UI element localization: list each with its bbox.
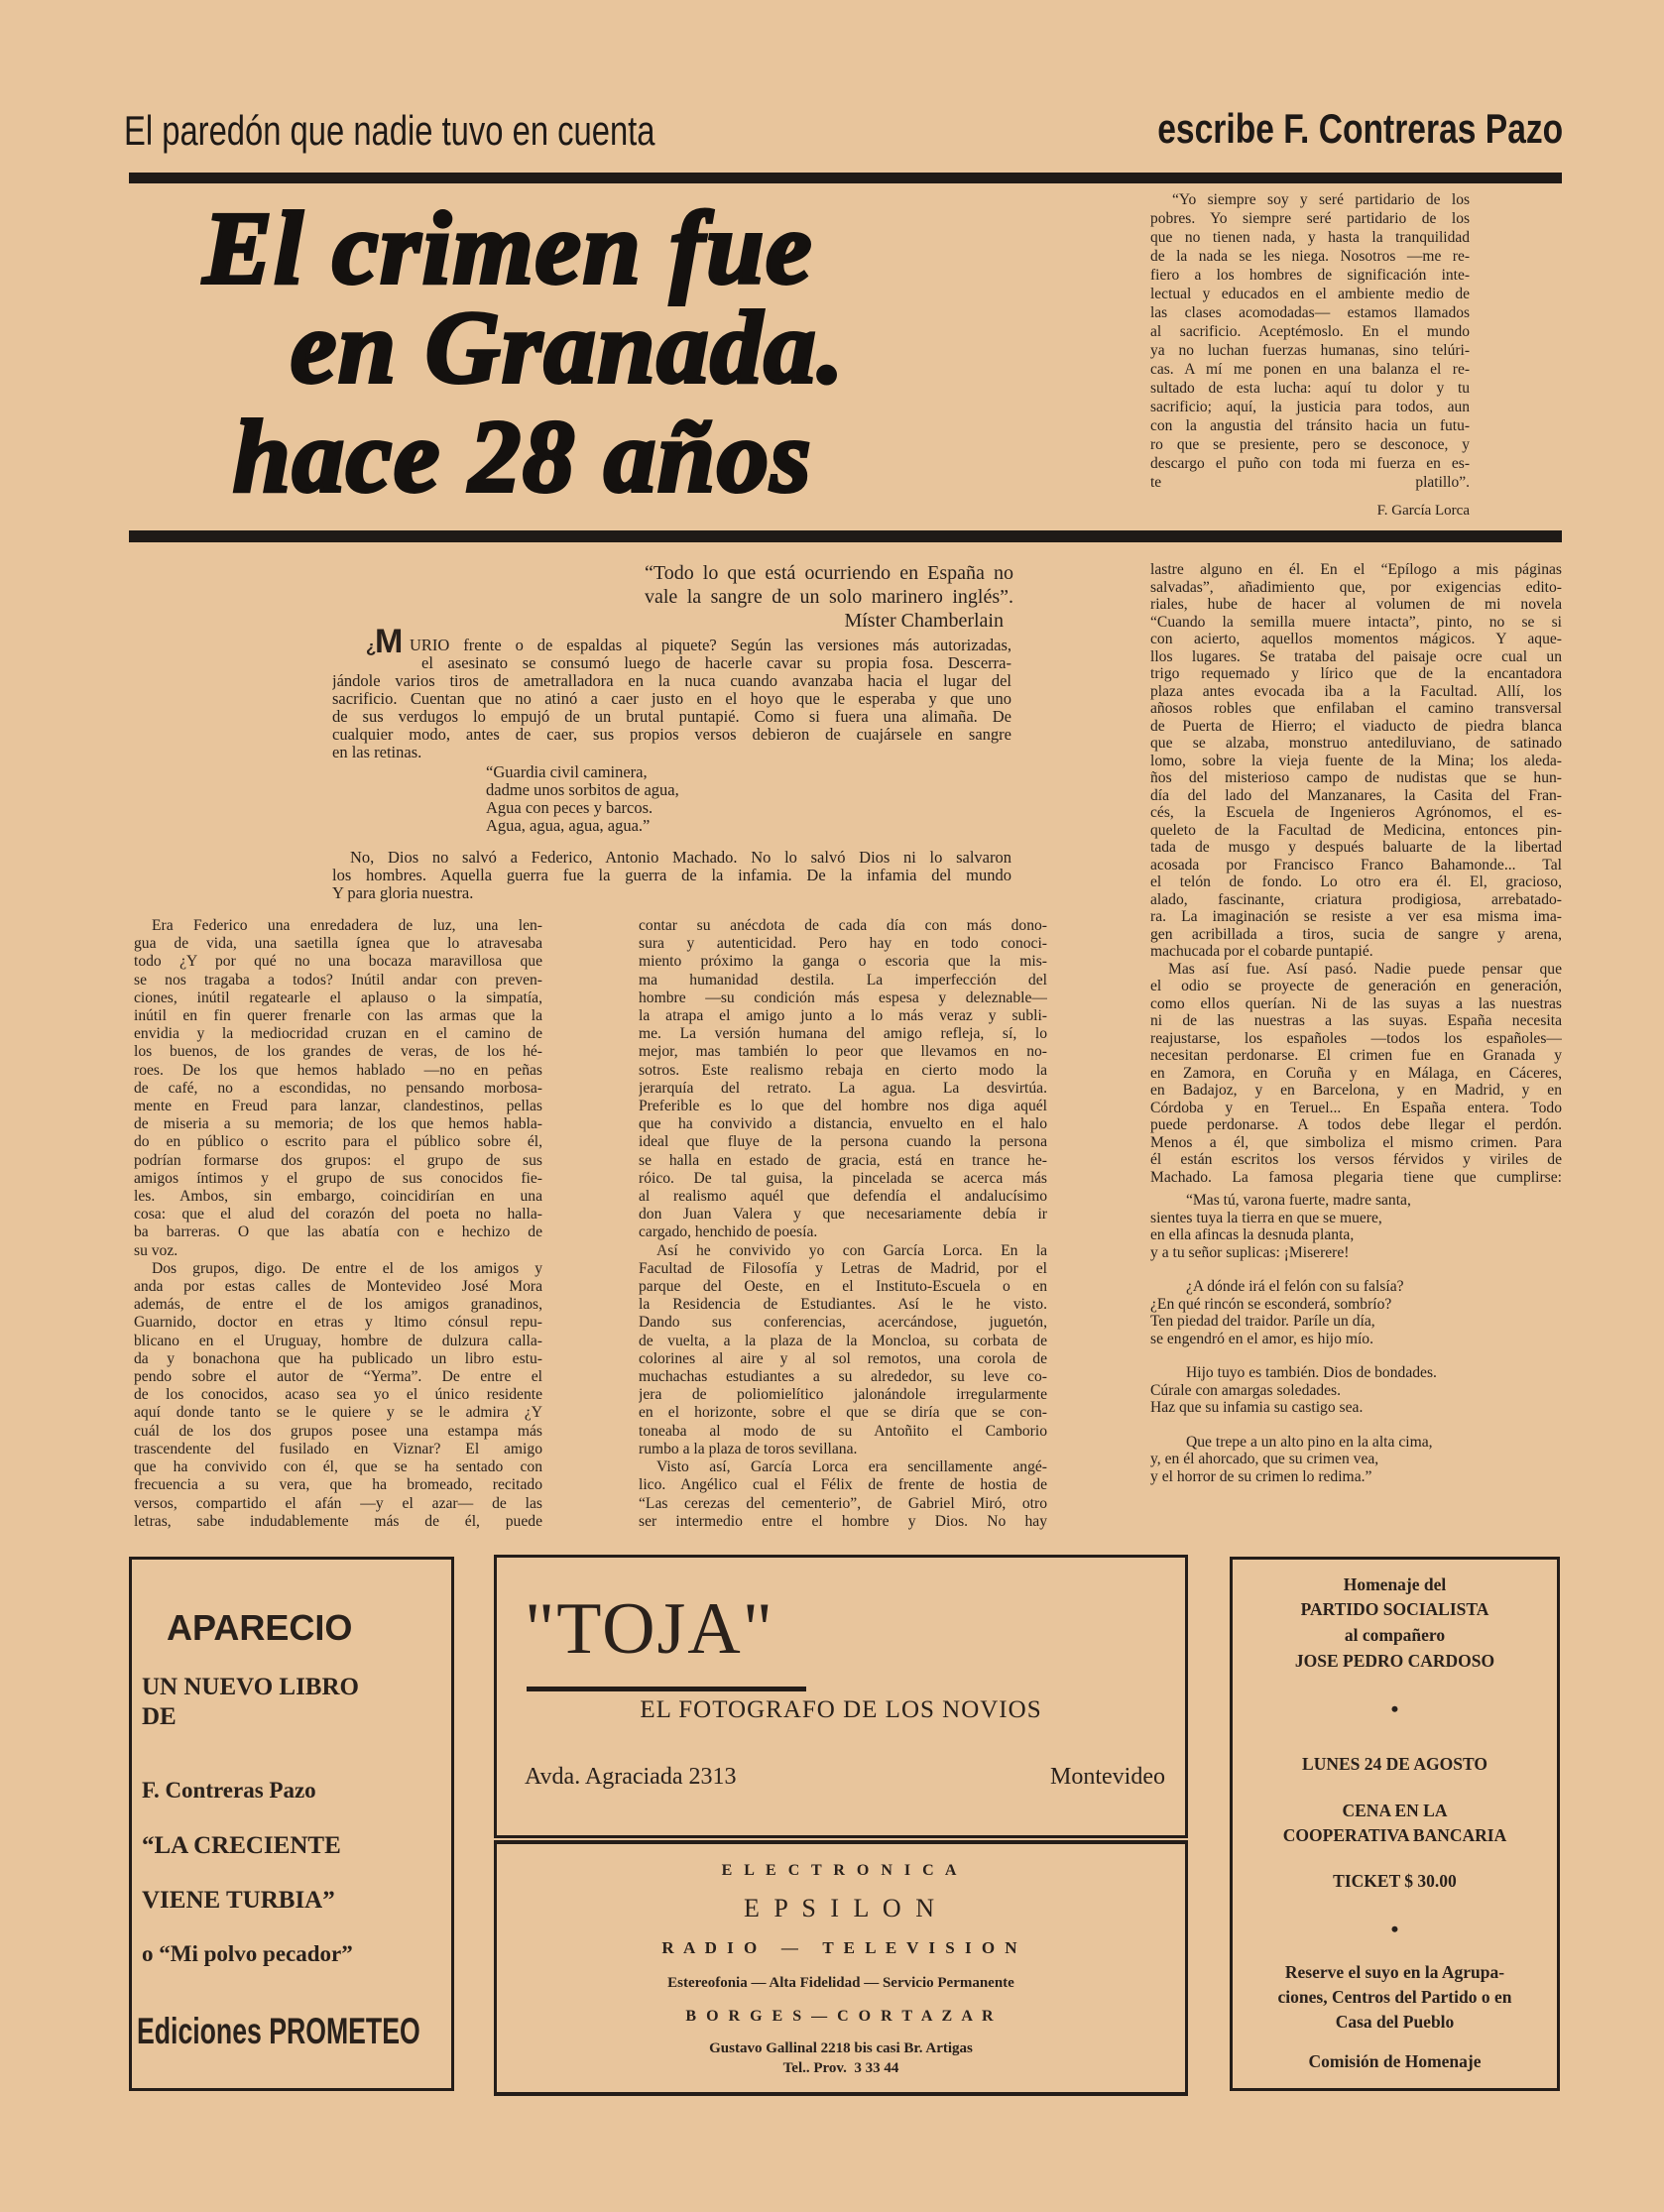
text-line: Y para gloria nuestra. — [332, 884, 474, 902]
book-ad-publisher: Ediciones PROMETEO — [137, 2011, 420, 2051]
text-line: ma humanidad destila. La imperfección del — [639, 971, 1047, 989]
text-line: los hombres. Aquella guerra fue la guerra de la infamia. De la infamia del mundo — [332, 867, 1011, 884]
text-line: Era Federico una enredadera de luz, una len- — [152, 917, 542, 934]
book-ad-subtitle: o “Mi polvo pecador” — [142, 1941, 353, 1966]
paragraph — [639, 1458, 1047, 1531]
text-line: el asesinato se consumó luego de hacerle cavar su propia fosa. Descerra- — [421, 654, 1011, 672]
text-line: necesitan perdonarse. El crimen fue en Granada y — [1150, 1047, 1562, 1064]
lorca-epigraph — [1150, 190, 1470, 521]
text-line: Así he convivido yo con García Lorca. En la — [656, 1241, 1047, 1259]
homenaje-honoree: JOSE PEDRO CARDOSO — [1294, 1651, 1495, 1671]
text-line: “Mas tú, varona fuerte, madre santa, — [1186, 1192, 1411, 1209]
text-line: y el horror de su crimen lo redima.” — [1150, 1467, 1372, 1485]
text-line: alado, fascinante, criatura prodigiosa, arrebatado- — [1150, 890, 1562, 908]
text-line: ser intermedio entre el hombre y Dios. No hay — [639, 1512, 1047, 1530]
text-line: cuál de los dos grupos posee una estampa más — [134, 1422, 542, 1440]
text-line: de la nada se les niega. Nosotros —me re- — [1150, 248, 1470, 265]
text-line: acosada por Francisco Franco Bahamonde... Tal — [1150, 856, 1562, 873]
text-line: de Puerta de Hierro; el viaducto de piedra blanca — [1150, 717, 1562, 735]
text-line: sacrificio; aquí, la justicia para todos, aun — [1150, 399, 1470, 415]
text-line: muchachas estudiantes a su alrededor, su leve co- — [639, 1368, 1047, 1386]
epsilon-address: Gustavo Gallinal 2218 bis casi Br. Artigas — [709, 2040, 973, 2056]
text-line: da y bonachona que ha publicado un libro estu- — [134, 1349, 542, 1367]
homenaje-line: PARTIDO SOCIALISTA — [1300, 1599, 1489, 1619]
text-line: ¿A dónde irá el felón con su falsía? — [1186, 1278, 1404, 1295]
text-line: Preferible es lo que del hombre nos diga aquél — [639, 1098, 1047, 1115]
text-line: y a tu señor suplicas: ¡Miserere! — [1150, 1243, 1350, 1261]
text-line: su voz. — [134, 1241, 178, 1259]
text-line: “Cuando la semilla muere intacta”, pinto, no se si — [1150, 613, 1562, 631]
text-line: de café, no a escondidas, no pensando morbosa- — [134, 1079, 542, 1097]
paragraph — [1150, 961, 1562, 1187]
text-line: Dos grupos, digo. De entre el de los amigos y — [152, 1259, 542, 1277]
drop-cap-prefix: ¿ — [366, 638, 377, 656]
paragraph — [639, 1242, 1047, 1458]
text-line: te platillo”. — [1150, 474, 1470, 491]
toja-tagline: EL FOTOGRAFO DE LOS NOVIOS — [640, 1696, 1042, 1723]
book-ad-headline: APARECIO — [167, 1607, 353, 1648]
text-line: jera de poliomielítico jalonándole irregularmente — [639, 1386, 1047, 1404]
text-line: ños del misterioso campo de nudistas que se hun- — [1150, 769, 1562, 786]
article-column-1 — [134, 917, 542, 1531]
text-line: cualquier modo, antes de caer, sus propios versos debieron de cuajársele en sangre — [332, 726, 1011, 744]
toja-logo: "TOJA" — [525, 1588, 774, 1670]
text-line: cargado, henchido de poesía. — [639, 1223, 818, 1241]
chamberlain-attribution: Míster Chamberlain — [844, 610, 1004, 632]
text-line: ra. La imaginación se resiste a ver esa misma ima- — [1150, 908, 1562, 925]
text-line: en las retinas. — [332, 744, 422, 761]
chamberlain-epigraph — [645, 561, 1013, 633]
text-line: machucada por el cobarde puntapié. — [1150, 943, 1373, 960]
homenaje-reserve: Reserve el suyo en la Agrupa- — [1284, 1962, 1505, 1982]
text-line: les. Ambos, sin embargo, coincidirían en una — [134, 1188, 542, 1206]
mid-rule — [129, 530, 1562, 542]
text-line: sultado de esta lucha: aquí tu dolor y tu — [1150, 380, 1470, 397]
text-line: miento próximo la ganga o escoria que la mis- — [639, 953, 1047, 971]
poem — [1150, 1192, 1562, 1485]
bullet-icon: • — [1390, 1696, 1399, 1721]
homenaje-ad — [1230, 1557, 1560, 2091]
text-line: blicano en el Uruguay, hombre de dulzura calla- — [134, 1332, 542, 1349]
book-ad-title: VIENE TURBIA” — [142, 1887, 335, 1914]
text-line: mente en Freud para lanzar, clandestinos, pellas — [134, 1098, 542, 1115]
text-line: lico. Angélico cual el Félix de frente de hostia de — [639, 1476, 1047, 1494]
poem-stanza — [1150, 1278, 1562, 1347]
homenaje-signature: Comisión de Homenaje — [1308, 2051, 1482, 2071]
text-line: letras, sabe indudablemente más de él, puede — [134, 1512, 542, 1530]
bullet-icon: • — [1390, 1917, 1399, 1941]
text-line: colorines al aire y al sol remotos, una corola de — [639, 1349, 1047, 1367]
homenaje-event: COOPERATIVA BANCARIA — [1282, 1825, 1507, 1845]
text-line: versos, compartido el afán —y el azar— de las — [134, 1494, 542, 1512]
text-line: todo ¿Y por qué no una bocaza maravillosa que — [134, 953, 542, 971]
lorca-attribution: F. García Lorca — [1376, 503, 1470, 519]
text-line: ya no luchan fuerzas humanas, sino telúri- — [1150, 342, 1470, 359]
text-line: riales, hube de hacer al volumen de mi novela — [1150, 596, 1562, 613]
toja-city: Montevideo — [1050, 1764, 1165, 1790]
text-line: ¿En qué rincón se esconderá, sombrío? — [1150, 1295, 1392, 1313]
text-line: hombre —su condición más espesa y deleznable— — [639, 989, 1047, 1006]
text-line: Haz que su infamia su castigo sea. — [1150, 1399, 1364, 1416]
text-line: con acierto, aquellos momentos mágicos. Y aque- — [1150, 631, 1562, 647]
text-line: en ella afincas la desnuda planta, — [1150, 1226, 1355, 1243]
text-line: Hijo tuyo es también. Dios de bondades. — [1186, 1364, 1437, 1381]
text-line: aquí donde tanto se le quiere y se le admira ¿Y — [134, 1404, 542, 1422]
text-line: inútil en fin querer frenarle con las armas que la — [134, 1007, 542, 1025]
text-line: él están escritos los versos férvidos y viriles de — [1150, 1151, 1562, 1168]
text-line: Menos a él, que simboliza el mismo crimen. Para — [1150, 1133, 1562, 1151]
headline-line: El crimen fue — [203, 191, 814, 305]
toja-address: Avda. Agraciada 2313 — [525, 1764, 737, 1790]
epigraph-line: “Todo lo que está ocurriendo en España no — [645, 562, 1013, 584]
text-line: además, de entre el de los amigos granadinos, — [134, 1296, 542, 1314]
text-line: Dando sus conferencias, acercándose, juguetón, — [639, 1314, 1047, 1332]
text-line: Visto así, García Lorca era sencillamente angé- — [656, 1458, 1047, 1476]
poem-stanza — [1150, 1364, 1562, 1417]
text-line: al sacrificio. Aceptémoslo. En el mundo — [1150, 323, 1470, 340]
text-line: toneaba al modo de su Antoñito el Camborio — [639, 1422, 1047, 1440]
headline-line: hace 28 años — [233, 400, 813, 514]
text-line: y, en él ahorcado, que su crimen vea, — [1150, 1451, 1379, 1467]
text-line: se halla en estado de gracia, está en trance he- — [639, 1151, 1047, 1169]
text-line: anda por estas calles de Montevideo José Mora — [134, 1278, 542, 1296]
text-line: Agua con peces y barcos. — [486, 799, 654, 817]
text-line: dadme unos sorbitos de agua, — [486, 781, 679, 799]
homenaje-event: CENA EN LA — [1342, 1801, 1448, 1820]
text-line: sientes tuya la tierra en que se muere, — [1150, 1209, 1382, 1226]
text-line: trigo requemado y lírico que de la encantadora — [1150, 665, 1562, 682]
epsilon-name: E P S I L O N — [744, 1894, 938, 1922]
byline: escribe F. Contreras Pazo — [1157, 105, 1563, 152]
article-intro — [332, 623, 1011, 761]
text-line: “Las cerezas del cementerio”, de Gabriel Miró, otro — [639, 1494, 1047, 1512]
homenaje-reserve: ciones, Centros del Partido o en — [1277, 1987, 1512, 2007]
text-line: la Residencia de Estudiantes. Así le he visto. — [639, 1296, 1047, 1314]
text-line: pendo sobre el autor de “Yerma”. De entre el — [134, 1368, 542, 1386]
book-ad-title: “LA CRECIENTE — [142, 1832, 341, 1859]
text-line: Mas así fue. Así pasó. Nadie puede pensar que — [1168, 960, 1562, 978]
text-line: queleto de la Facultad de Medicina, entonces pin- — [1150, 821, 1562, 839]
epsilon-location: B O R G E S — C O R T A Z A R — [685, 2008, 997, 2025]
book-ad-line: DE — [142, 1703, 177, 1730]
text-line: plaza antes evocada iba a la Facultad. Allí, los — [1150, 682, 1562, 700]
text-line: en Zamora, en Coruña y en Málaga, en Cáceres, — [1150, 1064, 1562, 1082]
text-line: lomo, sobre la vieja fuente de la Mina; los aleda- — [1150, 752, 1562, 769]
text-line: ciones, inútil regatearle el aplauso o la simpatía, — [134, 989, 542, 1006]
text-line: sura y autenticidad. Pero hay en todo conoci- — [639, 935, 1047, 953]
text-line: frecuencia a su vera, que ha bromeado, recitado — [134, 1476, 542, 1494]
paragraph — [134, 917, 542, 1260]
text-line: cés, la Escuela de Ingenieros Agrónomos, el es- — [1150, 804, 1562, 821]
paragraph — [1150, 561, 1562, 961]
text-line: como ellos querían. Ni de las suyas a las nuestras — [1150, 994, 1562, 1012]
text-line: jerarquía del retrato. La agua. La desvirtúa. — [639, 1079, 1047, 1097]
text-line: de vuelta, a la plaza de la Moncloa, su corbata de — [639, 1332, 1047, 1349]
homenaje-line: Homenaje del — [1343, 1574, 1447, 1594]
text-line: ideal que fluye de la persona cuando la persona — [639, 1133, 1047, 1151]
text-line: el odio se proyecte de generación en generación, — [1150, 978, 1562, 994]
book-ad — [129, 1557, 454, 2091]
text-line: trascendente del fusilado en Viznar? El amigo — [134, 1440, 542, 1457]
text-line: descargo el puño con toda mi fuerza en es- — [1150, 455, 1470, 472]
text-line: en Badajoz, y en Barcelona, y en Madrid, y en — [1150, 1082, 1562, 1099]
poem-stanza — [1150, 1434, 1562, 1486]
homenaje-line: al compañero — [1344, 1625, 1446, 1645]
book-ad-line: UN NUEVO LIBRO — [142, 1674, 359, 1700]
text-line: añosos robles que enfilaban el camino transversal — [1150, 700, 1562, 717]
text-line: Guarnido, doctor en etras y ltimo cónsul repu- — [134, 1314, 542, 1332]
text-line: sacrificio. Cuentan que no atinó a caer justo en el hoyo que le esperaba y que uno — [332, 690, 1011, 708]
text-line: puede perdonarse. A todos debe llegar el perdón. — [1150, 1116, 1562, 1133]
text-line: gua de vida, una saetilla ígnea que lo atravesaba — [134, 935, 542, 953]
text-line: día del lado del Manzanares, la Casita del Fran- — [1150, 786, 1562, 804]
text-line: mejor, mas también lo peor que llevamos en no- — [639, 1043, 1047, 1061]
top-rule — [129, 173, 1562, 183]
text-line: contar su anécdota de cada día con más dono- — [639, 917, 1047, 934]
paragraph — [639, 917, 1047, 1242]
homenaje-date: LUNES 24 DE AGOSTO — [1302, 1754, 1487, 1774]
drop-cap-letter: M — [375, 623, 404, 660]
text-line: los buenos, de los grandes de veras, de los hé- — [134, 1043, 542, 1061]
text-line: ro que se presiente, pero se desconoce, y — [1150, 436, 1470, 453]
toja-underline — [527, 1687, 806, 1691]
text-line: Cúrale con amargas soledades. — [1150, 1381, 1341, 1399]
text-line: fiero a los hombres de significación inte- — [1150, 267, 1470, 284]
epsilon-features: Estereofonia — Alta Fidelidad — Servicio Permanente — [667, 1975, 1014, 1991]
paragraph — [134, 1260, 542, 1531]
book-ad-author: F. Contreras Pazo — [142, 1778, 316, 1803]
text-line: reajustarse, los españoles —todos los españoles— — [1150, 1029, 1562, 1047]
text-line: me. La versión humana del amigo refleja, sí, lo — [639, 1025, 1047, 1043]
text-line: gen acribillada a tiros, sucia de sangre y arena, — [1150, 925, 1562, 943]
article-column-2 — [639, 917, 1047, 1531]
text-line: al realismo aquél que defendía el andalucísimo — [639, 1188, 1047, 1206]
text-line: sotros. Este realismo rebaja en cierto modo la — [639, 1061, 1047, 1079]
text-line: lastre alguno en él. En el “Epílogo a mis páginas — [1150, 561, 1562, 578]
text-line: en el horizonte, sobre el que se diría que se con- — [639, 1404, 1047, 1422]
text-line: que ha convivido a distancia, envuelto en el halo — [639, 1115, 1047, 1133]
text-line: salvadas”, añadimiento que, por exigencias edito- — [1150, 578, 1562, 596]
poem-stanza — [1150, 1192, 1562, 1261]
toja-ad — [494, 1555, 1188, 1838]
text-line: que no tienen nada, y hasta la tranquilidad — [1150, 229, 1470, 246]
text-line: No, Dios no salvó a Federico, Antonio Machado. No lo salvó Dios ni lo salvaron — [350, 849, 1011, 867]
text-line: rumbo a la plaza de toros sevillana. — [639, 1440, 858, 1457]
text-line: “Guardia civil caminera, — [486, 763, 648, 781]
text-line: pobres. Yo siempre seré partidario de los — [1150, 210, 1470, 227]
text-line: Machado. La famosa plegaria tiene que cumplirse: — [1150, 1168, 1562, 1186]
text-line: de los conocidos, acaso sea yo el único residente — [134, 1386, 542, 1404]
homenaje-ticket: TICKET $ 30.00 — [1333, 1871, 1457, 1891]
text-line: lectual y educados en el ambiente medio de — [1150, 286, 1470, 302]
section-title: El paredón que nadie tuvo en cuenta — [124, 107, 655, 154]
intro-closing-paragraph — [332, 849, 1011, 902]
text-line: envidia y la mediocridad cruzan en el camino de — [134, 1025, 542, 1043]
text-line: Ten piedad del traidor. Paríle un día, — [1150, 1313, 1375, 1330]
text-line: URIO frente o de espaldas al piquete? Según las versiones más autorizadas, — [410, 637, 1011, 654]
text-line: se nos tragaba a todos? Inútil andar con preven- — [134, 971, 542, 989]
text-line: con la angustia del tránsito hacia un futu- — [1150, 417, 1470, 434]
homenaje-reserve: Casa del Pueblo — [1335, 2012, 1455, 2032]
text-line: don Juan Valera y que necesariamente debía ir — [639, 1206, 1047, 1223]
text-line: que se alzaba, monstruo antediluviano, de satinado — [1150, 735, 1562, 752]
epsilon-kind: E L E C T R O N I C A — [721, 1862, 961, 1879]
text-line: ba barreras. O que las abatía con e hechizo de — [134, 1223, 542, 1241]
text-line: róico. De tal guisa, la pincelada se acerca más — [639, 1169, 1047, 1187]
text-line: la atrapa el amigo junto a lo más veraz y subli- — [639, 1007, 1047, 1025]
text-line: cosa: que el alud del corazón del poeta no halla- — [134, 1206, 542, 1223]
text-line: roes. De los que hemos hablado —no en peñas — [134, 1061, 542, 1079]
text-line: tada de musgo y después baluarte de la libertad — [1150, 839, 1562, 856]
text-line: do en público o escrito para el público sobre él, — [134, 1133, 542, 1151]
text-line: Córdoba y en Teruel... En España entera. Todo — [1150, 1099, 1562, 1116]
text-line: llos lugares. Se trataba del paisaje ocre cual un — [1150, 647, 1562, 665]
text-line: podrían formarse dos grupos: el grupo de sus — [134, 1151, 542, 1169]
text-line: “Yo siempre soy y seré partidario de los — [1172, 191, 1470, 208]
epsilon-phone: Tel.. Prov. 3 33 44 — [782, 2060, 899, 2076]
headline — [203, 191, 997, 514]
text-line: jándole varios tiros de ametralladora en la nuca cuando avanzaba hacia el lugar del — [332, 672, 1011, 690]
text-line: las clases acomodadas— estamos llamados — [1150, 304, 1470, 321]
text-line: parque del Oeste, en el Instituto-Escuela o en — [639, 1278, 1047, 1296]
text-line: de sus verdugos lo empujó de un brutal puntapié. Como si fuera una alimaña. De — [332, 708, 1011, 726]
text-line: se engendró en el amor, es hijo mío. — [1150, 1330, 1373, 1347]
text-line: de miseria a su memoria; de los que hemos habla- — [134, 1115, 542, 1133]
epsilon-services: R A D I O — T E L E V I S I O N — [661, 1938, 1020, 1957]
text-line: amigos íntimos y el grupo de sus conocidos fie- — [134, 1169, 542, 1187]
epigraph-line: vale la sangre de un solo marinero inglés”. — [645, 586, 1013, 608]
article-column-3 — [1150, 561, 1562, 1502]
intro-paragraph — [332, 637, 1011, 761]
text-line: cas. A mí me ponen en una balanza el re- — [1150, 361, 1470, 378]
epsilon-ad — [494, 1840, 1188, 2096]
headline-line: en Granada. — [291, 291, 846, 405]
text-line: el telón de fondo. Lo otro era él. El, gracioso, — [1150, 873, 1562, 890]
text-line: Facultad de Filosofía y Letras de Madrid, por el — [639, 1259, 1047, 1277]
intro-poem — [486, 763, 679, 835]
text-line: Que trepe a un alto pino en la alta cima, — [1186, 1433, 1433, 1451]
text-line: ni de las nuestras a las suyas. España necesita — [1150, 1012, 1562, 1029]
text-line: que ha convivido con él, que se ha sentado con — [134, 1458, 542, 1476]
text-line: Agua, agua, agua, agua.” — [486, 817, 651, 835]
